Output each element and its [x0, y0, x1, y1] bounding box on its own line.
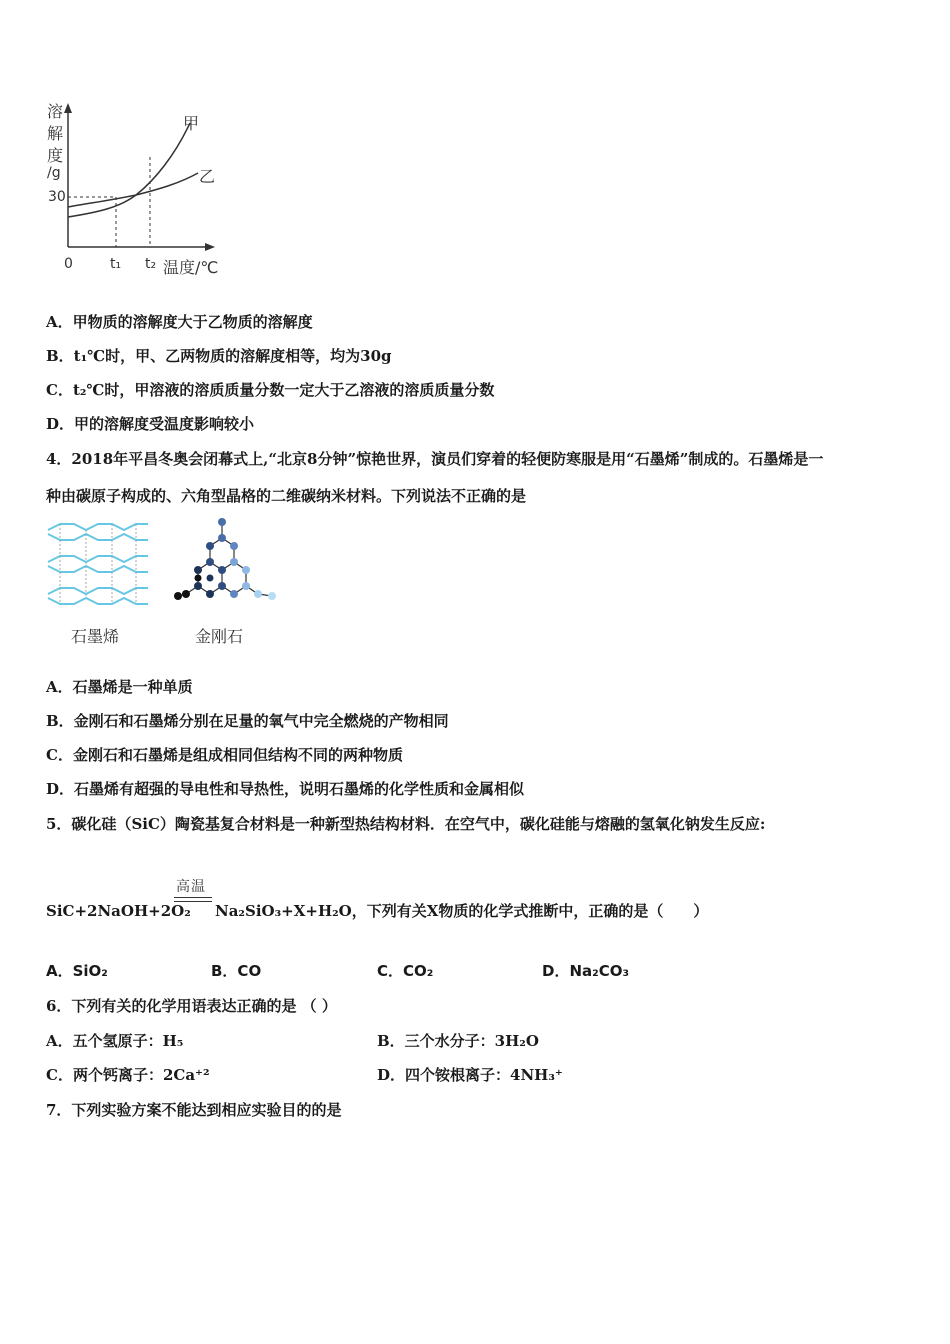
y-label-char-4: /g: [47, 165, 61, 181]
q4-option-d: D．石墨烯有超强的导电性和导热性，说明石墨烯的化学性质和金属相似: [46, 780, 525, 798]
q5-option-b: B．CO: [211, 962, 262, 980]
curve-label-yi: 乙: [199, 167, 216, 186]
q5-condition: 高温: [176, 879, 206, 895]
q4-option-c: C．金刚石和石墨烯是组成相同但结构不同的两种物质: [46, 746, 403, 764]
q3-option-a: A．甲物质的溶解度大于乙物质的溶解度: [46, 313, 313, 331]
curve-jia: [68, 123, 190, 217]
curve-label-jia: 甲: [183, 114, 200, 133]
q6-option-b: B．三个水分子：3H₂O: [377, 1032, 539, 1050]
q3-option-c: C．t₂℃时，甲溶液的溶质质量分数一定大于乙溶液的溶质质量分数: [46, 381, 495, 399]
q5-option-d: D．Na₂CO₃: [542, 962, 630, 980]
x-axis: [68, 243, 215, 251]
q5-option-c: C．CO₂: [377, 962, 434, 980]
q4-stem-line-1: 4．2018年平昌冬奥会闭幕式上,“北京8分钟”惊艳世界，演员们穿着的轻便防寒服是用“石墨烯”制成的。石墨烯是一: [46, 450, 824, 468]
q5-products: Na₂SiO₃+X+H₂O，下列有关X物质的化学式推断中，正确的是（ ）: [215, 902, 709, 920]
diamond-label: 金刚石: [195, 627, 244, 646]
q4-stem-line-2: 种由碳原子构成的、六角型晶格的二维碳纳米材料。下列说法不正确的是: [46, 487, 527, 505]
x-tick-t2: t₂: [145, 256, 157, 272]
x-axis-label: 温度/℃: [163, 258, 219, 277]
q6-option-c: C．两个钙离子：2Ca⁺²: [46, 1066, 210, 1084]
q5-equal-bar-top: [174, 897, 212, 898]
y-label-char-3: 度: [47, 146, 64, 165]
y-axis: [64, 103, 72, 247]
diamond-figure: [172, 516, 278, 608]
curve-yi: [68, 173, 198, 207]
y-label-char-2: 解: [47, 124, 64, 143]
q6-option-d: D．四个铵根离子：4NH₃⁺: [377, 1066, 563, 1084]
q5-stem: 5．碳化硅（SiC）陶瓷基复合材料是一种新型热结构材料．在空气中，碳化硅能与熔融的氢氧化钠发生反应:: [46, 815, 766, 833]
x-tick-t1: t₁: [110, 256, 122, 272]
q6-option-a: A．五个氢原子：H₅: [46, 1032, 184, 1050]
q4-option-b: B．金刚石和石墨烯分别在足量的氧气中完全燃烧的产物相同: [46, 712, 449, 730]
q5-equal-bar-bottom: [174, 901, 212, 902]
q5-reactants: SiC+2NaOH+2O₂: [46, 902, 191, 920]
q3-option-d: D．甲的溶解度受温度影响较小: [46, 415, 255, 433]
y-label-char-1: 溶: [47, 102, 64, 121]
x-tick-0: 0: [64, 256, 73, 272]
q5-option-a: A．SiO₂: [46, 962, 108, 980]
q3-option-b: B．t₁℃时，甲、乙两物质的溶解度相等，均为30g: [46, 347, 392, 365]
graphene-figure: [46, 516, 150, 616]
q6-stem: 6．下列有关的化学用语表达正确的是 （ ）: [46, 997, 337, 1015]
q7-stem: 7．下列实验方案不能达到相应实验目的的是: [46, 1101, 342, 1119]
graphene-label: 石墨烯: [71, 627, 120, 646]
y-tick-30: 30: [48, 189, 66, 205]
q4-option-a: A．石墨烯是一种单质: [46, 678, 193, 696]
